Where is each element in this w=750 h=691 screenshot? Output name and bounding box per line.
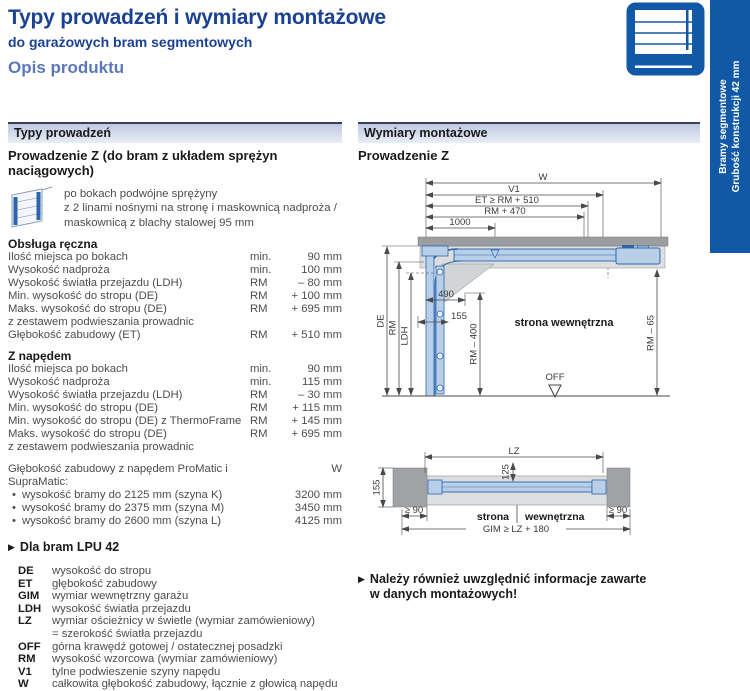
spec-row: Wysokość światła przejazdu (LDH) RM – 80 mm xyxy=(8,277,342,289)
spec-row: Maks. wysokość do stropu (DE) RM + 695 mm xyxy=(8,428,342,440)
dim-v1-label: V1 xyxy=(508,184,520,195)
spec-row: Maks. wysokość do stropu (DE) RM + 695 mm xyxy=(8,303,342,315)
spec-row: Wysokość światła przejazdu (LDH) RM – 30 mm xyxy=(8,389,342,401)
sidebar-tab xyxy=(710,0,750,253)
track-z-title: Prowadzenie Z (do bram z układem sprężyn naciągowych) xyxy=(8,148,278,178)
sectional-door-icon xyxy=(626,2,705,77)
feature-line: maskownicą z blachy stalowej 95 mm xyxy=(64,216,254,229)
dim-rm65-label: RM – 65 xyxy=(645,315,657,351)
spec-row: Wysokość nadproża min. 100 mm xyxy=(8,264,342,276)
left-section-header: Typy prowadzeń xyxy=(8,122,342,143)
depth-row: • wysokość bramy do 2375 mm (szyna M) 3450 mm xyxy=(8,502,342,515)
right-column xyxy=(358,122,700,163)
off-label: OFF xyxy=(545,372,565,383)
arrow-right-icon: ▶ xyxy=(358,574,365,584)
legend-row: W całkowita głębokość zabudowy, łącznie z głowicą napędu xyxy=(18,678,338,691)
page-subtitle: do garażowych bram segmentowych xyxy=(8,34,253,50)
dim-et-label: ET ≥ RM + 510 xyxy=(475,195,539,206)
inner-side-label-a: strona xyxy=(476,511,509,523)
lpu-note: ▶ Dla bram LPU 42 xyxy=(8,540,120,554)
depth-block xyxy=(8,463,342,528)
depth-header: Głębokość zabudowy z napędem ProMatic i SupraMatic: W xyxy=(8,463,342,488)
section-label: Opis produktu xyxy=(8,58,125,77)
legend-row: V1 tylne podwieszenie szyny napędu xyxy=(18,665,221,678)
legend xyxy=(8,565,342,691)
dim-ge90-right-label: ≥ 90 xyxy=(608,505,628,516)
dim-125-label: 125 xyxy=(500,464,512,480)
dim-w-label: W xyxy=(538,172,548,183)
feature-line: po bokach podwójne sprężyny xyxy=(64,188,218,200)
left-column xyxy=(8,122,342,691)
door-panel-thumbnail-icon xyxy=(8,185,54,230)
depth-row: • wysokość bramy do 2125 mm (szyna K) 3200 mm xyxy=(8,489,342,502)
diagram-track-title: Prowadzenie Z xyxy=(358,148,450,163)
spec-row: Ilość miejsca po bokach min. 90 mm xyxy=(8,251,342,263)
sidebar-tab-line1: Bramy segmentowe xyxy=(718,79,729,174)
side-view-diagram xyxy=(358,168,702,413)
bullet-icon: • xyxy=(12,515,16,527)
legend-row: LZ wymiar ościeżnicy w świetle (wymiar zamówieniowy) xyxy=(18,615,316,628)
depth-row: • wysokość bramy do 2600 mm (szyna L) 4125 mm xyxy=(8,515,342,528)
legend-row: GIM wymiar wewnętrzny garażu xyxy=(18,590,189,603)
spec-row: Głębokość zabudowy (ET) RM + 510 mm xyxy=(8,329,342,341)
feature-block xyxy=(8,185,342,230)
dim-lz-label: LZ xyxy=(508,446,520,457)
dim-ge90-left-label: ≥ 90 xyxy=(404,505,424,516)
sidebar-tab-line2: Grubość konstrukcji 42 mm xyxy=(731,60,742,193)
bullet-icon: • xyxy=(12,489,16,501)
dim-rm400-label: RM – 400 xyxy=(468,323,480,365)
arrow-right-icon: ▶ xyxy=(8,542,15,552)
dim-ldh-label: LDH xyxy=(399,326,411,346)
spec-row: Ilość miejsca po bokach min. 90 mm xyxy=(8,363,342,375)
spec-row: Min. wysokość do stropu (DE) RM + 100 mm xyxy=(8,290,342,302)
dim-gim-label: GIM ≥ LZ + 180 xyxy=(482,524,550,535)
dim-155-plan-label: 155 xyxy=(371,479,383,496)
dim-rm-label: RM xyxy=(387,320,399,336)
legend-row: LDH wysokość światła przejazdu xyxy=(18,602,191,615)
plan-view-diagram xyxy=(358,443,702,553)
dim-1000-label: 1000 xyxy=(449,217,471,228)
legend-row: RM wysokość wzorcowa (wymiar zamówieniowy) xyxy=(18,653,278,666)
dim-de-label: DE xyxy=(375,314,387,328)
legend-row: = szerokość światła przejazdu xyxy=(52,627,203,640)
spec-row: Wysokość nadproża min. 115 mm xyxy=(8,376,342,388)
page-title: Typy prowadzeń i wymiary montażowe xyxy=(8,6,386,29)
dim-155-label: 155 xyxy=(451,311,467,322)
spec-row: Min. wysokość do stropu (DE) RM + 115 mm xyxy=(8,402,342,414)
legend-row: DE wysokość do stropu xyxy=(18,565,152,577)
inner-side-label: strona wewnętrzna xyxy=(514,317,614,329)
dim-rm470-label: RM + 470 xyxy=(484,206,526,217)
right-section-header: Wymiary montażowe xyxy=(358,122,700,143)
note-line2: w danych montażowych! xyxy=(369,587,518,601)
legend-row: OFF górna krawędź gotowej / ostatecznej posadzki xyxy=(18,640,283,653)
spec-row: Min. wysokość do stropu (DE) z ThermoFrame RM + 145 mm xyxy=(8,415,342,427)
bullet-icon: • xyxy=(12,502,16,514)
legend-row: ET głębokość zabudowy xyxy=(18,577,157,590)
inner-side-label-b: wewnętrzna xyxy=(525,511,585,523)
installation-note xyxy=(358,572,646,602)
powered-section-title: Z napędem xyxy=(8,349,72,363)
spec-row: z zestawem podwieszania prowadnic xyxy=(8,441,194,453)
manual-section-title: Obsługa ręczna xyxy=(8,237,98,251)
note-line1: Należy również uwzględnić informacje zawarte xyxy=(369,572,647,586)
spec-row: z zestawem podwieszania prowadnic xyxy=(8,316,194,328)
dim-490-label: 490 xyxy=(438,289,454,300)
feature-line: z 2 linami nośnymi na stronę i maskownicą nadproża / xyxy=(64,202,337,215)
